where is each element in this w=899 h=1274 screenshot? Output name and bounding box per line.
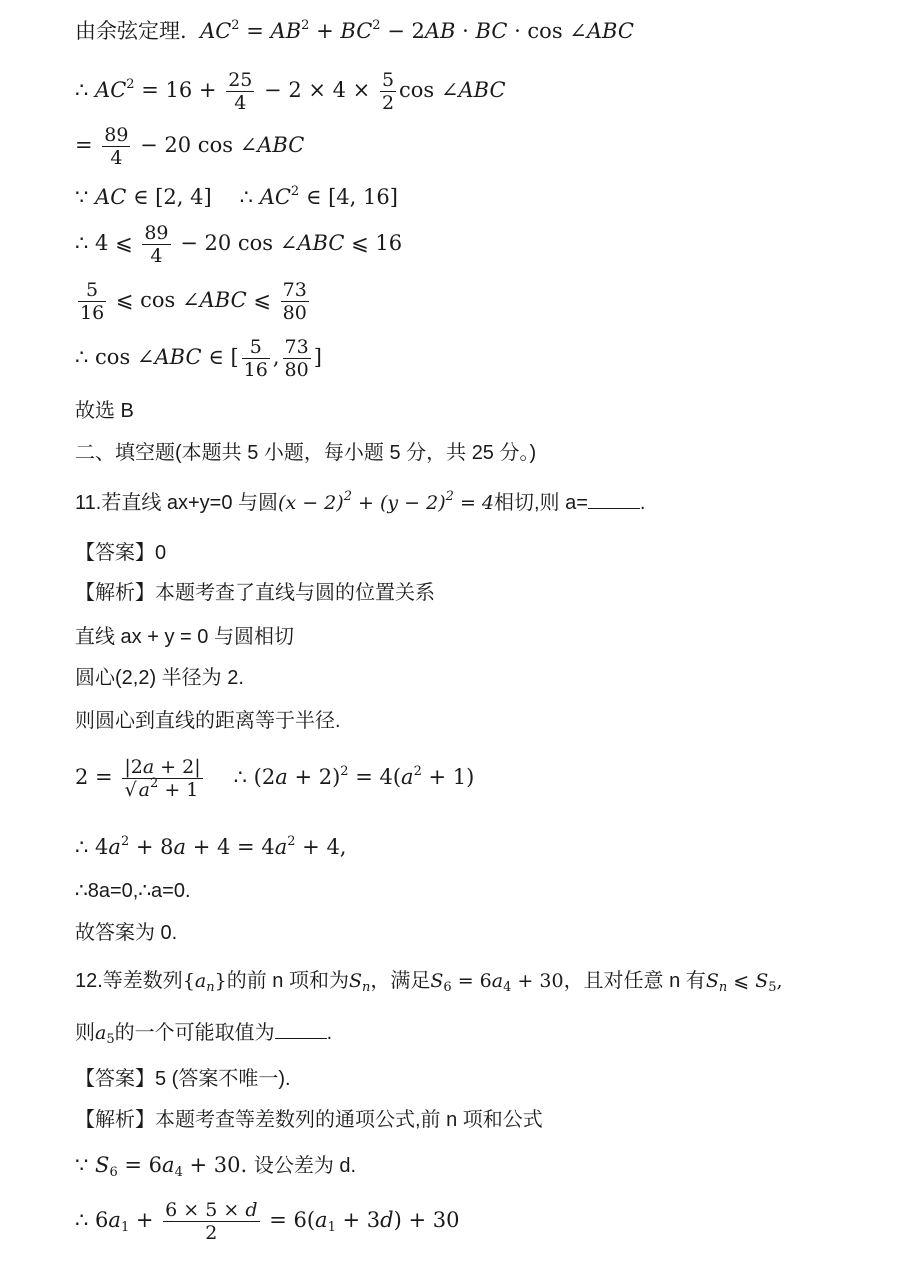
line-cos-interval: ∴ cos ∠ABC ∈ [ $\frac{5}{16}$ , $\frac{73}{80}$ ] — [75, 336, 322, 381]
line-inequality: ∴ 4 ⩽ $\frac{89}{4}$ − 20 cos ∠ABC ⩽ 16 — [75, 222, 403, 267]
fraction-89-4: $\frac{89}{4}$ — [144, 222, 169, 267]
fraction-5-2: $\frac{5}{2}$ — [381, 69, 395, 114]
line-cosine-law — [75, 18, 634, 44]
step-11-tangent: 直线 ax + y = 0 与圆相切 — [75, 626, 294, 648]
q12-answer-blank — [275, 1022, 327, 1039]
analysis-11: 【解析】本题考查了直线与圆的位置关系 — [75, 582, 435, 604]
fraction-89-4: $\frac{89}{4}$ — [104, 124, 129, 169]
cosine-law-formula: $AC^2 = AB^2 + BC^2 - 2AB$ · BC · cos ∠ABC — [200, 18, 634, 43]
line-ac-range: ∵ AC ∈ [2, 4] ∴ $AC^2$ ∈ [4, 16] — [75, 184, 398, 209]
step-11-distance: 则圆心到直线的距离等于半径. — [75, 710, 341, 732]
step-11-conclusion: 故答案为 0. — [75, 922, 178, 944]
fraction-25-4: $\frac{25}{4}$ — [228, 69, 253, 114]
q11-text-a: 11.若直线 ax+y=0 与圆 — [75, 492, 279, 514]
question-12-line1: 12.等差数列$\{a_n\}$的前 n 项和为$S_n$，满足$S_6 = 6a_4 + 30$，且对任意 n 有$S_n$ ⩽ $S_5$, — [75, 970, 783, 995]
answer-12: 【答案】5 (答案不唯一). — [75, 1068, 291, 1090]
line-ac-squared-substitution: ∴ $AC^2 = 16$ + $\frac{25}{4}$ − 2 × 4 × $\frac{5}{2}$ cos ∠ABC — [75, 69, 506, 114]
fraction-5-16: $\frac{5}{16}$ — [80, 279, 105, 324]
q12-condition: $S_6 = 6a_4 + 30$ — [430, 970, 564, 995]
q11-circle-equation: $(x - 2)^2 + (y - 2)^2 = 4$ — [278, 489, 494, 514]
line-sum-equation: ∴ $6a_1$ + $\frac{6 \times 5 \times d}{2}$ = $6(a_1 + 3d) + 30$ — [75, 1199, 460, 1244]
choice-b: 故选 B — [75, 400, 134, 422]
q12-sn: $S_n$ — [348, 970, 371, 995]
line-s6-condition: ∵ $S_6 = 6a_4 + 30$. 设公差为 d. — [75, 1153, 357, 1180]
q12-sequence-notation: $\{a_n\}$ — [182, 970, 227, 995]
analysis-12: 【解析】本题考查等差数列的通项公式,前 n 项和公式 — [75, 1109, 543, 1131]
answer-11: 【答案】0 — [75, 542, 167, 564]
question-11: 11.若直线 ax+y=0 与圆$(x - 2)^2 + (y - 2)^2 = 4$相切,则 a= . — [75, 489, 646, 514]
q11-text-b: 相切,则 a= — [494, 492, 588, 514]
line-distance-equation: 2 = $\frac{|2a + 2|}{√ a^2 + 1}$ ∴ $(2a + 2)^2 = 4(a^2 + 1)$ — [75, 756, 475, 801]
fraction-distance: $\frac{|2a + 2|}{√ a^2 + 1}$ — [124, 756, 201, 801]
fraction-73-80: $\frac{73}{80}$ — [284, 336, 309, 381]
step-11-solve: ∴8a=0,∴a=0. — [75, 880, 191, 902]
q12-inequality: $S_n$ ⩽ $S_5$, — [705, 970, 783, 995]
fraction-5-16: $\frac{5}{16}$ — [243, 336, 268, 381]
section-fill-in-blank-header: 二、填空题(本题共 5 小题，每小题 5 分，共 25 分。) — [75, 442, 537, 464]
cosine-law-label: 由余弦定理. — [75, 19, 187, 43]
line-expanded: ∴ $4a^2 + 8a + 4 = 4a^2 + 4$, — [75, 834, 347, 859]
line-cos-bounds: $\frac{5}{16}$ ⩽ cos ∠ABC ⩽ $\frac{73}{80}$ — [80, 279, 307, 324]
question-12-line2: 则$a_5$的一个可能取值为 . — [75, 1022, 333, 1047]
step-11-center-radius: 圆心(2,2) 半径为 2. — [75, 667, 244, 689]
line-simplified: = $\frac{89}{4}$ − 20 cos ∠ABC — [75, 124, 305, 169]
fraction-73-80: $\frac{73}{80}$ — [282, 279, 307, 324]
q11-answer-blank — [588, 492, 640, 509]
q12-a5: a — [95, 1022, 107, 1044]
fraction-sum-term: $\frac{6 \times 5 \times d}{2}$ — [165, 1199, 258, 1244]
